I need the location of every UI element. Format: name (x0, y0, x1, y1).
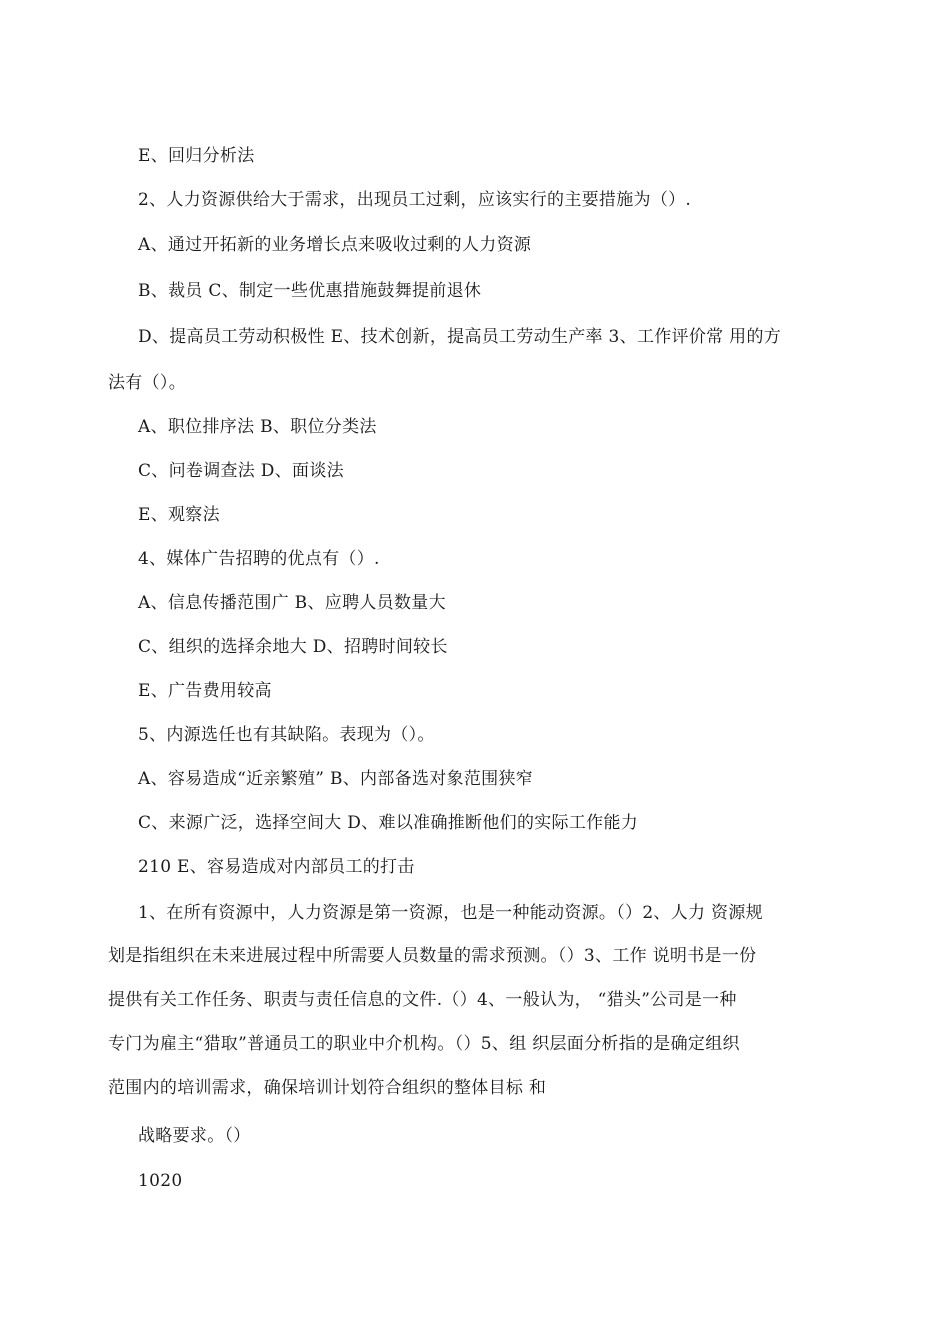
text-line: 210 E、容易造成对内部员工的打击 (138, 857, 415, 877)
text-line: 1020 (138, 1171, 183, 1191)
text-line: 战略要求。（） (138, 1126, 251, 1146)
text-line: B、裁员 C、制定一些优惠措施鼓舞提前退休 (138, 281, 482, 301)
text-line: 提供有关工作任务、职责与责任信息的文件.（）4、一般认为， “猎头”公司是一种 (108, 990, 737, 1010)
text-line: E、回归分析法 (138, 146, 255, 166)
text-line: 划是指组织在未来进展过程中所需要人员数量的需求预测。（）3、工作 说明书是一份 (108, 946, 757, 966)
text-line: E、观察法 (138, 505, 220, 525)
text-line: C、来源广泛，选择空间大 D、难以准确推断他们的实际工作能力 (138, 813, 639, 833)
text-line: A、信息传播范围广 B、应聘人员数量大 (138, 593, 446, 613)
text-line: 4、媒体广告招聘的优点有（）. (138, 549, 380, 569)
text-line: 2、人力资源供给大于需求，出现员工过剩，应该实行的主要措施为（）. (138, 190, 692, 210)
text-line: D、提高员工劳动积极性 E、技术创新，提高员工劳动生产率 3、工作评价常 用的方 (138, 327, 782, 347)
text-line: E、广告费用较高 (138, 681, 272, 701)
text-line: 5、内源选任也有其缺陷。表现为（）。 (138, 725, 435, 745)
text-line: 1、在所有资源中，人力资源是第一资源，也是一种能动资源。（）2、人力 资源规 (138, 903, 763, 923)
text-line: 专门为雇主“猎取”普通员工的职业中介机构。（）5、组 织层面分析指的是确定组织 (108, 1034, 740, 1054)
text-line: 范围内的培训需求，确保培训计划符合组织的整体目标 和 (108, 1078, 547, 1098)
text-line: A、通过开拓新的业务增长点来吸收过剩的人力资源 (138, 235, 532, 255)
text-line: A、容易造成“近亲繁殖” B、内部备选对象范围狭窄 (138, 769, 534, 789)
text-line: 法有（）。 (108, 373, 186, 393)
text-line: A、职位排序法 B、职位分类法 (138, 417, 377, 437)
text-line: C、问卷调查法 D、面谈法 (138, 461, 344, 481)
text-line: C、组织的选择余地大 D、招聘时间较长 (138, 637, 448, 657)
